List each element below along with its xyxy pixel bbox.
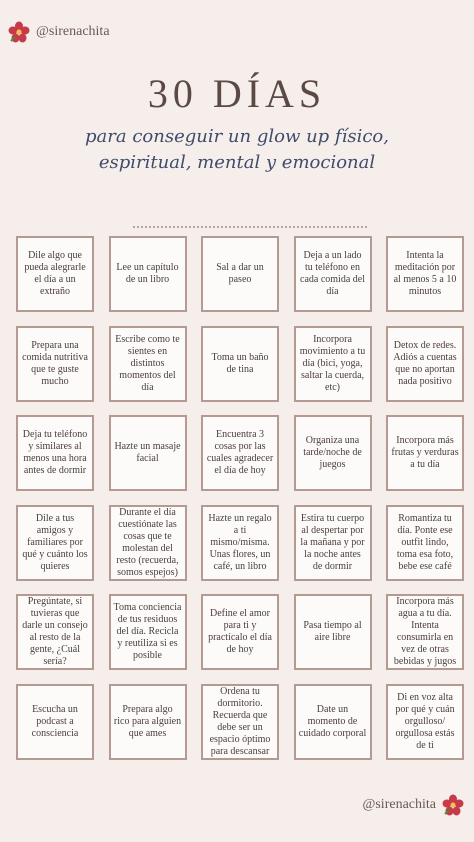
task-card: Lee un capítulo de un libro <box>109 236 187 312</box>
task-card: Di en voz alta por qué y cuán orgulloso/ orgullosa estás de ti <box>386 684 464 760</box>
task-card: Sal a dar un paseo <box>201 236 279 312</box>
task-card: Incorpora más frutas y verduras a tu día <box>386 415 464 491</box>
task-card: Pregúntate, si tuvieras que darle un consejo al resto de la gente, ¿Cuál sería? <box>16 594 94 670</box>
task-card: Pasa tiempo al aire libre <box>294 594 372 670</box>
subtitle-line-1: para conseguir un glow up físico, <box>85 126 389 147</box>
task-card: Incorpora movimiento a tu día (bici, yoga, saltar la cuerda, etc) <box>294 326 372 402</box>
task-card: Organiza una tarde/noche de juegos <box>294 415 372 491</box>
task-card: Hazte un masaje facial <box>109 415 187 491</box>
task-card: Ordena tu dormitorio. Recuerda que debe ser un espacio óptimo para descansar <box>201 684 279 760</box>
subtitle-line-2: espiritual, mental y emocional <box>98 152 376 173</box>
task-card: Dile algo que pueda alegrarle el día a un extraño <box>16 236 94 312</box>
handle-bottom <box>362 794 464 816</box>
task-card: Estira tu cuerpo al despertar por la mañana y por la noche antes de dormir <box>294 505 372 581</box>
task-card: Escucha un podcast a consciencia <box>16 684 94 760</box>
task-card: Prepara algo rico para alguien que ames <box>109 684 187 760</box>
subtitle <box>0 124 474 176</box>
dotted-divider <box>133 226 367 228</box>
task-card: Encuentra 3 cosas por las cuales agradecer el día de hoy <box>201 415 279 491</box>
task-card: Deja a un lado tu teléfono en cada comida del día <box>294 236 372 312</box>
handle-top <box>8 21 110 43</box>
handle-top-text: @sirenachita <box>36 24 110 39</box>
task-card: Hazte un regalo a ti mismo/misma. Unas flores, un café, un libro <box>201 505 279 581</box>
task-card: Define el amor para ti y practícalo el día de hoy <box>201 594 279 670</box>
task-card: Deja tu teléfono y similares al menos una hora antes de dormir <box>16 415 94 491</box>
task-card: Intenta la meditación por al menos 5 a 10 minutos <box>386 236 464 312</box>
task-card: Prepara una comida nutritiva que te guste mucho <box>16 326 94 402</box>
task-card: Durante el día cuestiónate las cosas que te molestan del resto (recuerda, somos espejos) <box>109 505 187 581</box>
handle-bottom-text: @sirenachita <box>362 797 436 812</box>
task-card: Detox de redes. Adiós a cuentas que no aportan nada positivo <box>386 326 464 402</box>
task-card: Toma conciencia de tus residuos del día. Recicla y reutiliza si es posible <box>109 594 187 670</box>
task-card: Toma un baño de tina <box>201 326 279 402</box>
task-card: Date un momento de cuidado corporal <box>294 684 372 760</box>
hibiscus-icon <box>442 794 464 816</box>
hibiscus-icon <box>8 21 30 43</box>
task-card: Romantiza tu día. Ponte ese outfit lindo, toma esa foto, bebe ese café <box>386 505 464 581</box>
task-card: Escribe como te sientes en distintos momentos del día <box>109 326 187 402</box>
task-grid <box>16 236 464 760</box>
task-card: Incorpora más agua a tu día. Intenta consumirla en vez de otras bebidas y jugos <box>386 594 464 670</box>
task-card: Dile a tus amigos y familiares por qué y cuánto los quieres <box>16 505 94 581</box>
page-title: 30 DÍAS <box>147 71 327 116</box>
